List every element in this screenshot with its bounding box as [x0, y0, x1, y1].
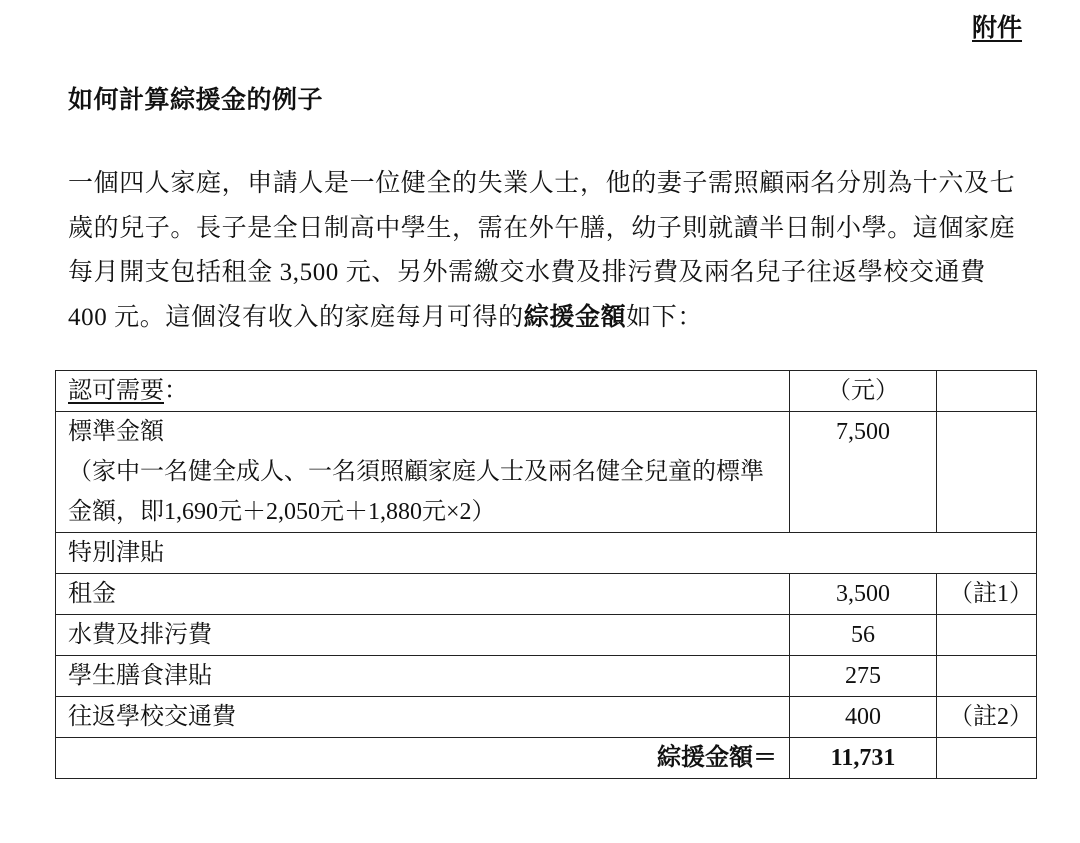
intro-emphasis: 綜援金額 [523, 303, 627, 331]
note-header-cell [937, 371, 1037, 412]
standard-rate-note [937, 412, 1037, 533]
approved-needs-header [56, 371, 790, 412]
calculation-table [55, 370, 1037, 779]
total-value: 11,731 [790, 738, 937, 779]
item-note [937, 615, 1037, 656]
standard-rate-label: 標準金額 [68, 419, 164, 445]
standard-rate-detail: （家中一名健全成人、一名須照顧家庭人士及兩名健全兒童的標準金額，即1,690元＋2,050元＋1,880元×2） [68, 459, 764, 525]
special-grants-label: 特別津貼 [56, 533, 1037, 574]
total-label: 綜援金額＝ [56, 738, 790, 779]
item-label: 學生膳食津貼 [56, 656, 790, 697]
item-value: 275 [790, 656, 937, 697]
table-row [56, 697, 1037, 738]
unit-header: （元） [790, 371, 937, 412]
approved-needs-label: 認可需要 [68, 378, 164, 404]
item-note: （註2） [937, 697, 1037, 738]
standard-rate-cell [56, 412, 790, 533]
attachment-label: 附件 [972, 15, 1023, 42]
table-row [56, 615, 1037, 656]
table-header-row [56, 371, 1037, 412]
item-value: 56 [790, 615, 937, 656]
total-row [56, 738, 1037, 779]
page-heading: 如何計算綜援金的例子 [68, 87, 324, 114]
item-note: （註1） [937, 574, 1037, 615]
intro-text: 一個四人家庭，申請人是一位健全的失業人士，他的妻子需照顧兩名分別為十六及七歲的兒子。長子是全日制高中學生，需在外午膳，幼子則就讀半日制小學。這個家庭每月開支包括租金 3,500 元、另外需繳交水費及排污費及兩名兒子往返學校交通費 400 元。這個沒有收入的家庭每月可得的 [68, 170, 1016, 331]
item-value: 3,500 [790, 574, 937, 615]
standard-rate-value: 7,500 [790, 412, 937, 533]
item-value: 400 [790, 697, 937, 738]
item-label: 往返學校交通費 [56, 697, 790, 738]
item-label: 水費及排污費 [56, 615, 790, 656]
table-row [56, 656, 1037, 697]
table-row [56, 574, 1037, 615]
intro-ending: 如下： [626, 303, 703, 331]
special-grants-row [56, 533, 1037, 574]
total-note-cell [937, 738, 1037, 779]
approved-needs-colon: ： [164, 378, 188, 404]
item-label: 租金 [56, 574, 790, 615]
intro-paragraph [68, 162, 1028, 340]
standard-rate-row [56, 412, 1037, 533]
item-note [937, 656, 1037, 697]
